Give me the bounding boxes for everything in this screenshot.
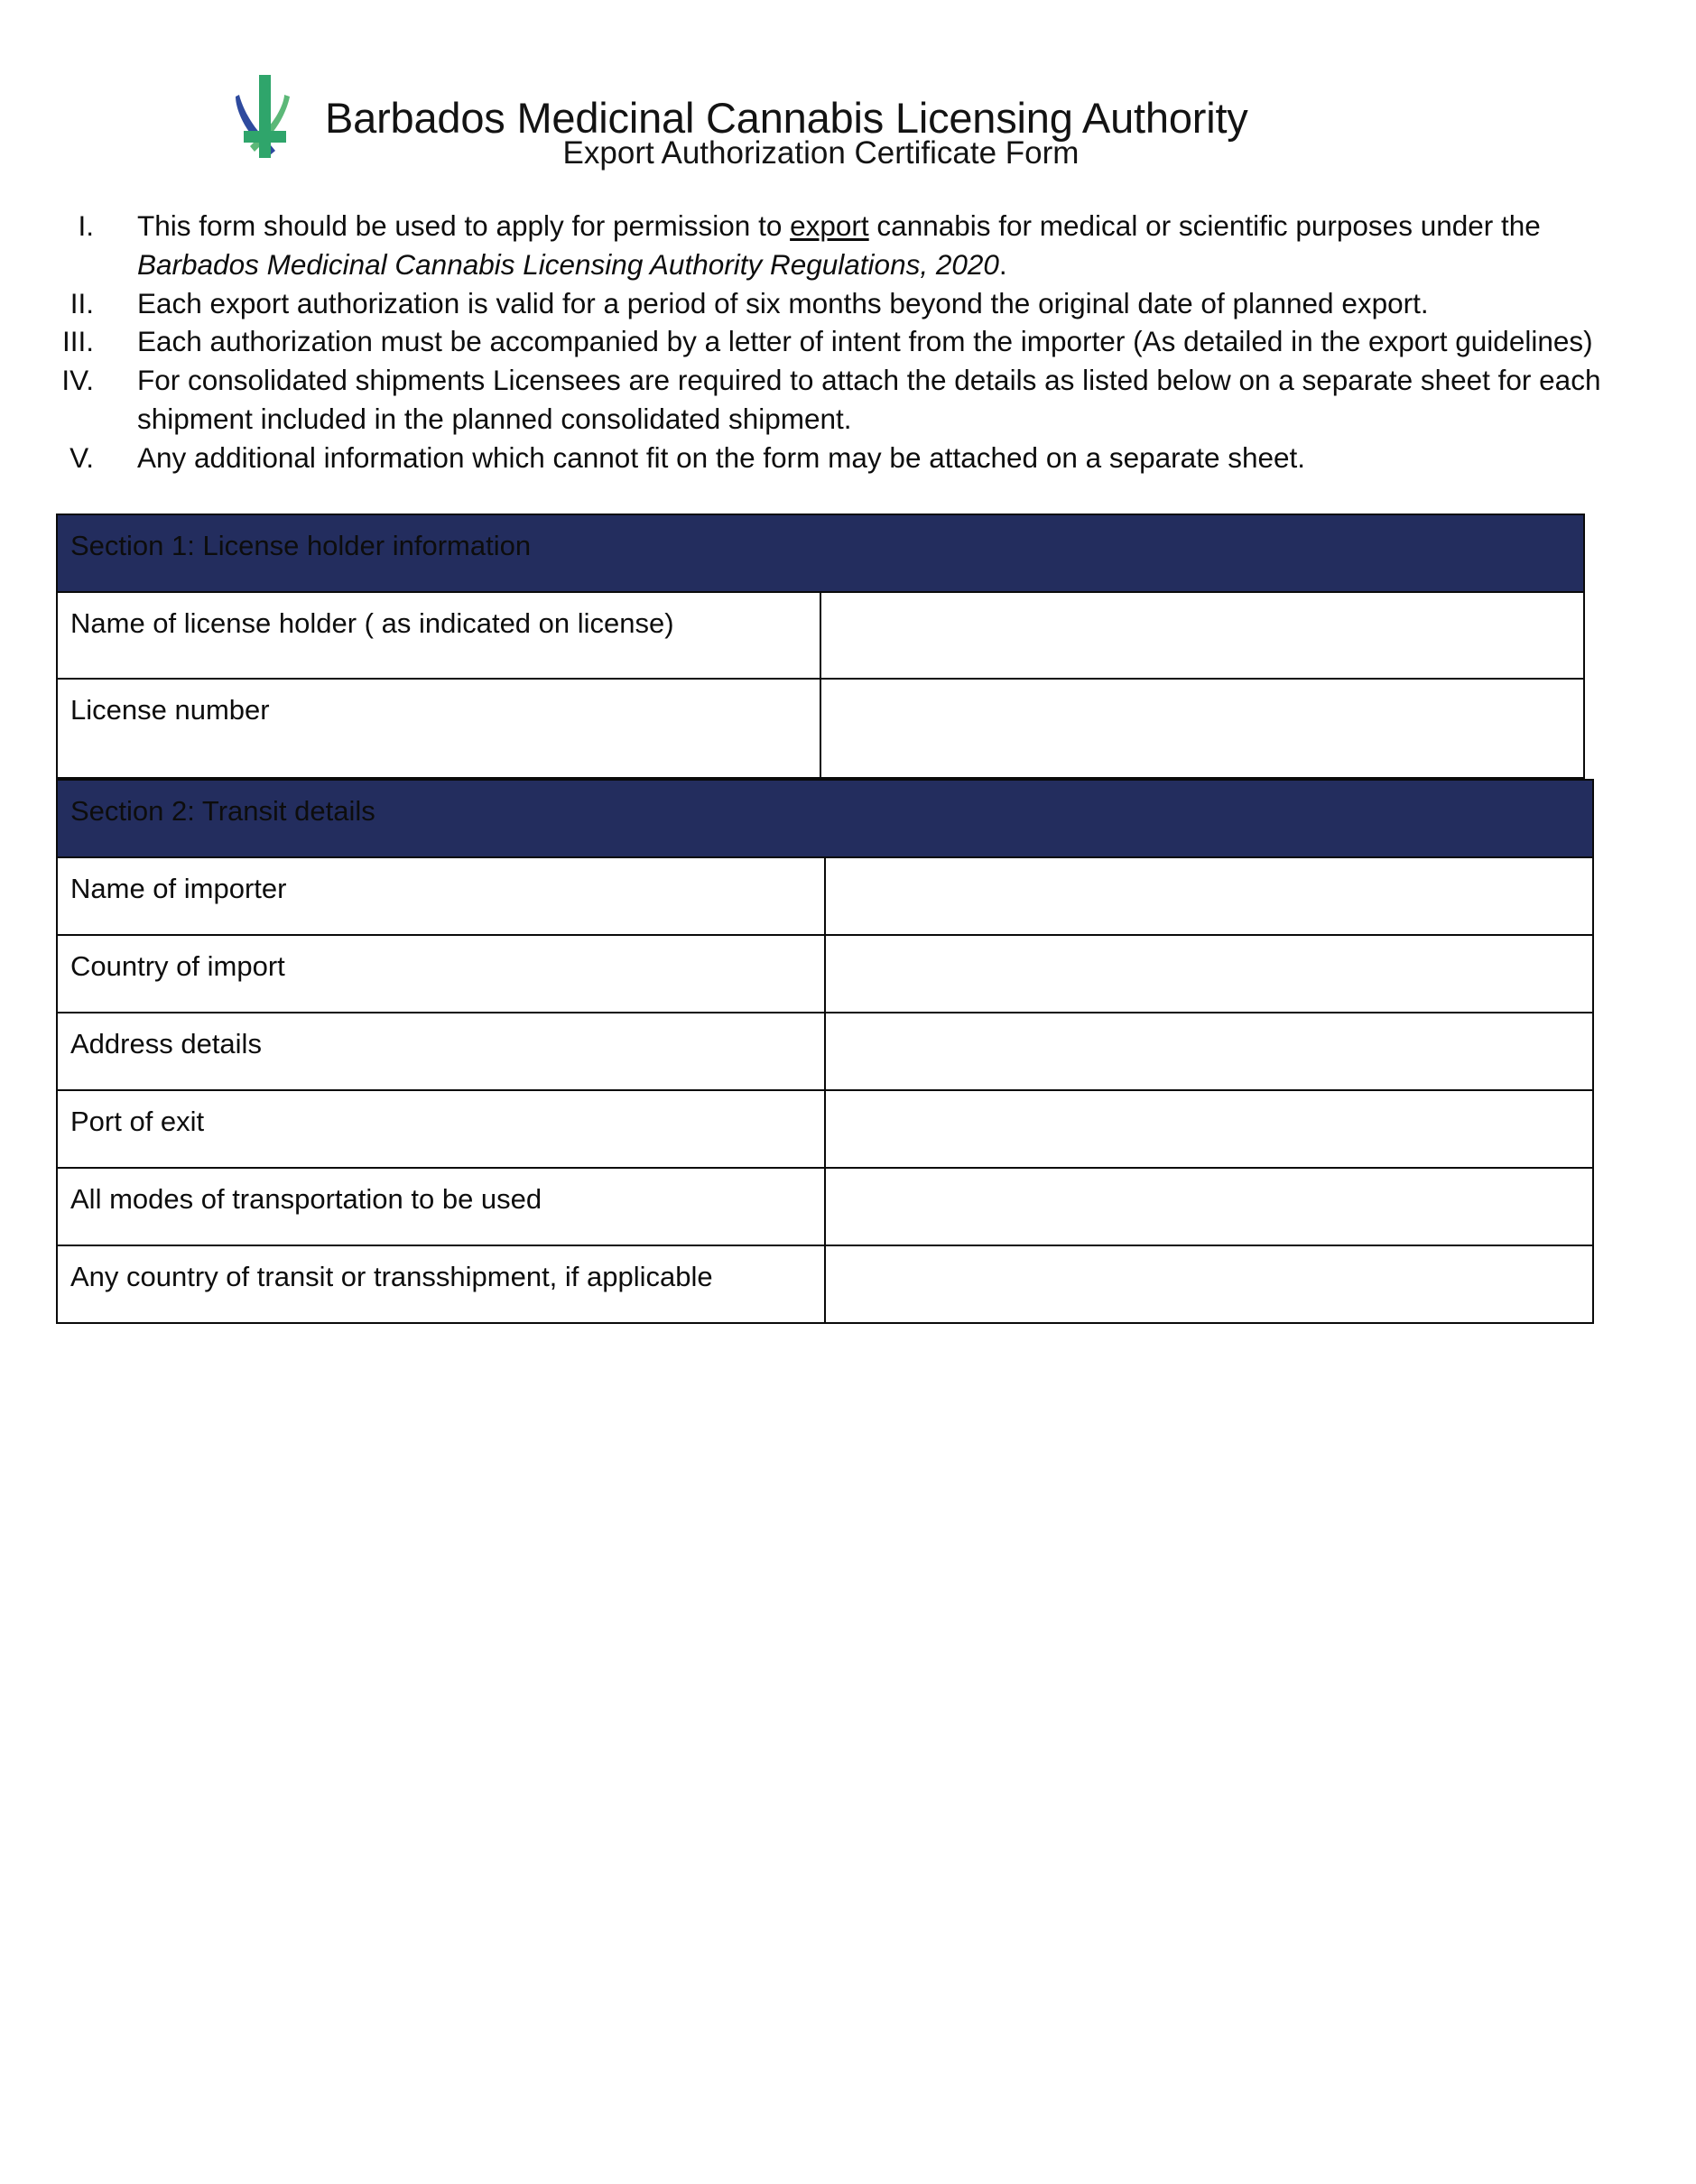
- field-label-license-number: License number: [57, 679, 820, 778]
- field-input-country-of-transit[interactable]: [825, 1245, 1593, 1323]
- instruction-text: Each authorization must be accompanied by a letter of intent from the importer (As detailed in the export guidelines): [137, 325, 1593, 358]
- organization-title: Barbados Medicinal Cannabis Licensing Authority: [325, 93, 1248, 142]
- field-label-address-details: Address details: [57, 1013, 825, 1090]
- section-2-heading-cell: [57, 780, 1593, 857]
- field-input-port-of-exit[interactable]: [825, 1090, 1593, 1168]
- cannabis-leaf-logo: [230, 69, 301, 165]
- instruction-text: This form should be used to apply for permission to export cannabis for medical or scientific purposes under the Barbados Medicinal Cannabis Licensing Authority Regulations, 2020.: [137, 209, 1541, 281]
- form-tables: [0, 514, 1696, 1324]
- field-input-name-of-importer[interactable]: [825, 857, 1593, 935]
- field-input-country-of-import[interactable]: [825, 935, 1593, 1013]
- field-label-country-of-import: Country of import: [57, 935, 825, 1013]
- section-2-table: [56, 779, 1594, 1324]
- table-row: [57, 1168, 1593, 1245]
- field-label-country-of-transit: Any country of transit or transshipment, if applicable: [57, 1245, 825, 1323]
- form-subtitle: Export Authorization Certificate Form: [562, 135, 1080, 171]
- section-1-header-row: [57, 514, 1584, 592]
- field-label-name-of-importer: Name of importer: [57, 857, 825, 935]
- instruction-item: [56, 207, 1633, 284]
- instruction-text: Each export authorization is valid for a period of six months beyond the original date of planned export.: [137, 286, 1429, 319]
- instruction-numeral: V.: [70, 440, 94, 474]
- instruction-numeral: I.: [78, 209, 94, 242]
- table-row: [57, 679, 1584, 778]
- table-row: [57, 592, 1584, 679]
- field-input-license-number[interactable]: [820, 679, 1584, 778]
- section-2-heading: Section 2: Transit details: [70, 794, 375, 827]
- section-1-heading: Section 1: License holder information: [70, 529, 532, 561]
- section-2-header-row: [57, 780, 1593, 857]
- instruction-numeral: III.: [61, 325, 94, 358]
- field-label-name-of-license-holder: Name of license holder ( as indicated on license): [57, 592, 820, 679]
- instruction-item: [56, 361, 1633, 439]
- instruction-numeral: II.: [70, 286, 94, 319]
- section-1-table: [56, 514, 1585, 779]
- table-row: [57, 1090, 1593, 1168]
- instruction-numeral: IV.: [61, 364, 94, 397]
- instruction-text: Any additional information which cannot fit on the form may be attached on a separate sheet.: [137, 440, 1306, 474]
- section-1-heading-cell: [57, 514, 1584, 592]
- field-input-address-details[interactable]: [825, 1013, 1593, 1090]
- instruction-item: [56, 284, 1633, 323]
- instruction-item: [56, 439, 1633, 477]
- table-row: [57, 1245, 1593, 1323]
- table-row: [57, 1013, 1593, 1090]
- instruction-text: For consolidated shipments Licensees are required to attach the details as listed below on a separate sheet for each shipment included in the planned consolidated shipment.: [137, 364, 1601, 436]
- field-input-modes-of-transportation[interactable]: [825, 1168, 1593, 1245]
- field-label-modes-of-transportation: All modes of transportation to be used: [57, 1168, 825, 1245]
- field-input-name-of-license-holder[interactable]: [820, 592, 1584, 679]
- field-label-port-of-exit: Port of exit: [57, 1090, 825, 1168]
- table-row: [57, 935, 1593, 1013]
- instructions-list: [0, 207, 1696, 477]
- instruction-item: [56, 322, 1633, 361]
- table-row: [57, 857, 1593, 935]
- document-header: [0, 0, 1696, 142]
